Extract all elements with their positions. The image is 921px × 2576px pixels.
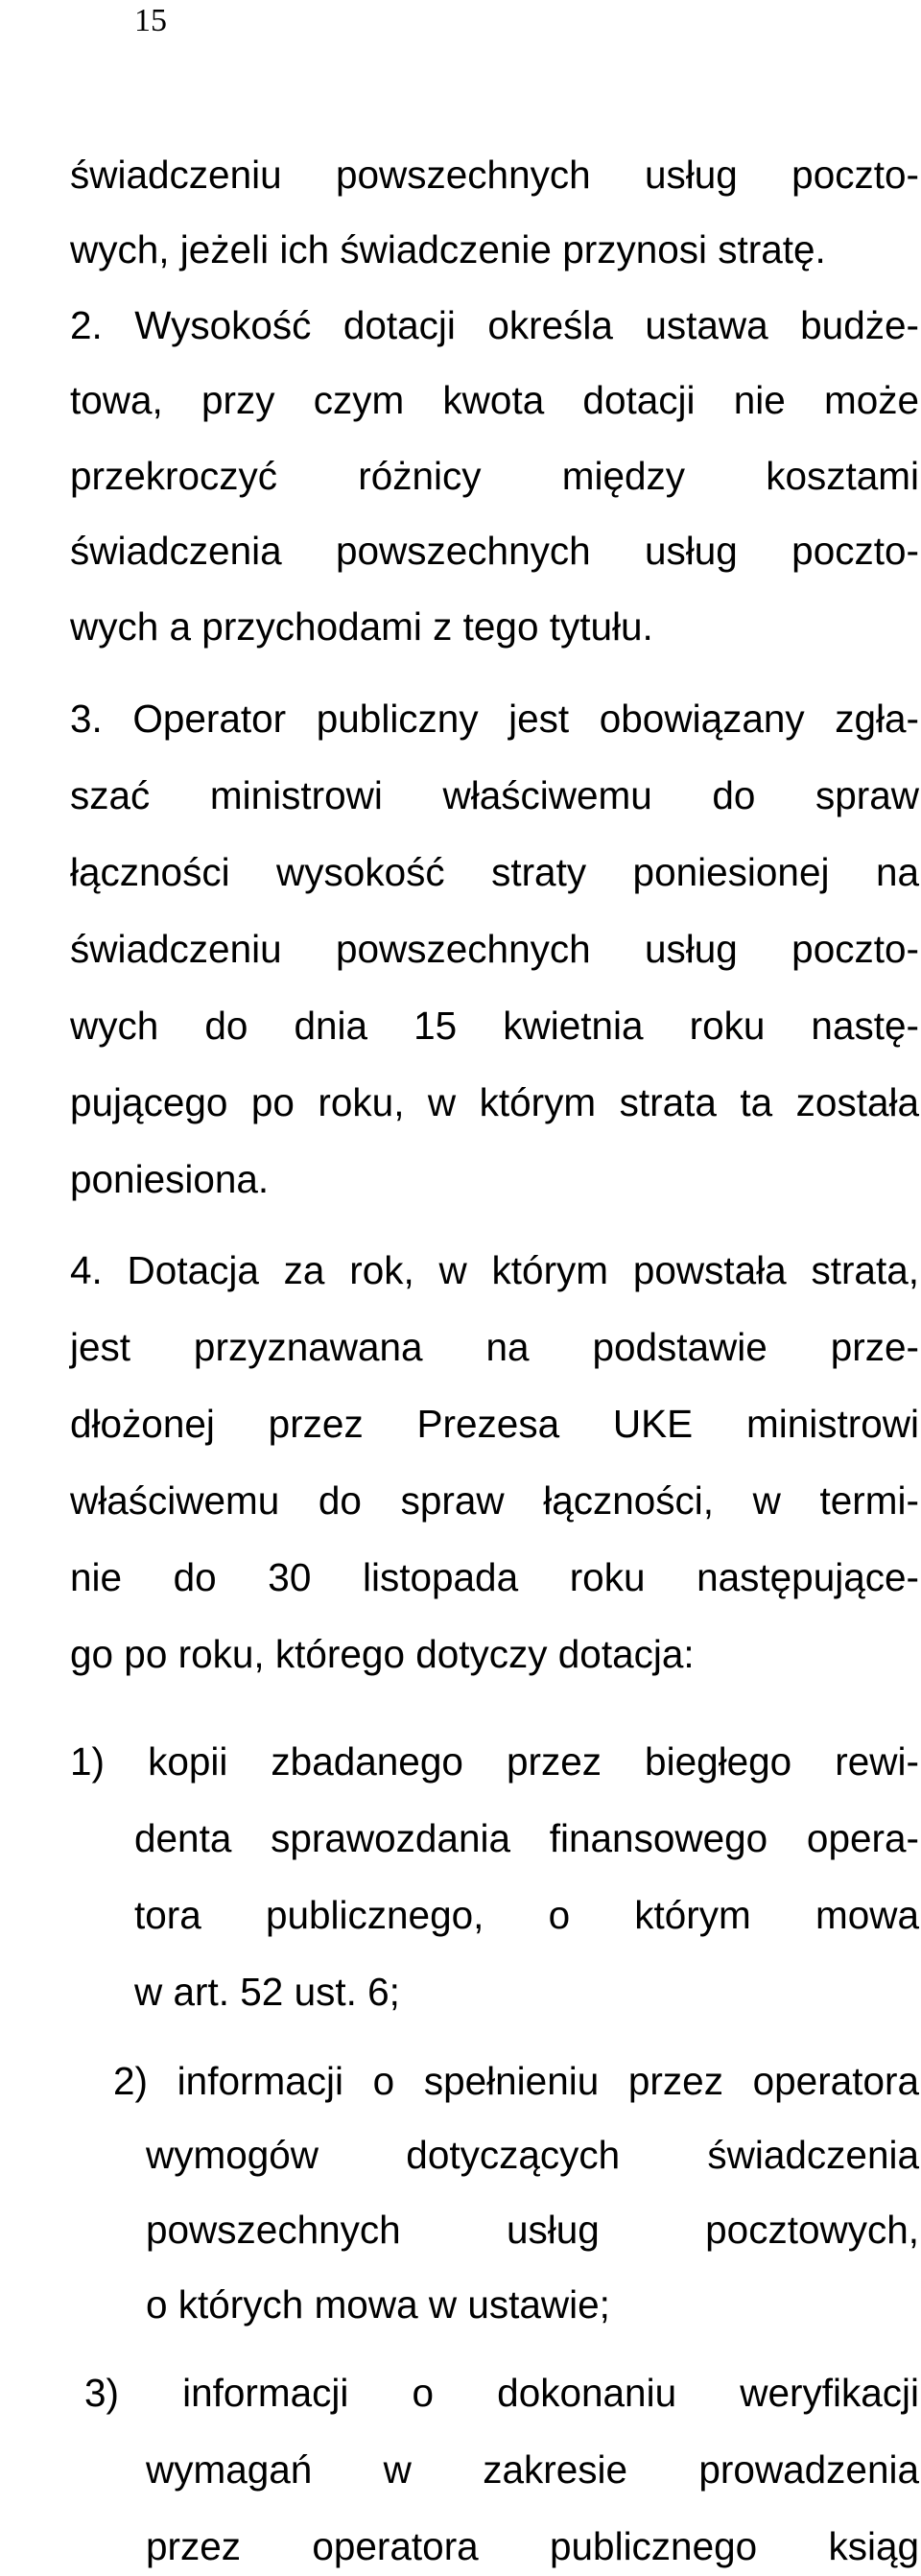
text-line: wych do dnia 15 kwietnia roku nastę- [70, 1004, 919, 1048]
text-line: dłożonej przez Prezesa UKE ministrowi [70, 1402, 919, 1446]
text-line: przekroczyć różnicy między kosztami [70, 454, 919, 498]
page-number: 15 [134, 3, 167, 38]
list-item-line: 3) informacji o dokonaniu weryfikacji [84, 2371, 919, 2415]
text-line: jest przyznawana na podstawie prze- [70, 1325, 919, 1369]
text-line: wych, jeżeli ich świadczenie przynosi stratę. [70, 227, 826, 272]
text-line: go po roku, którego dotyczy dotacja: [70, 1632, 695, 1676]
list-item-line: wymogów dotyczących świadczenia [146, 2133, 919, 2177]
text-line: świadczenia powszechnych usług poczto- [70, 529, 919, 573]
text-line: świadczeniu powszechnych usług poczto- [70, 927, 919, 971]
list-item-line: przez operatora publicznego ksiąg [146, 2524, 919, 2568]
text-line: 2. Wysokość dotacji określa ustawa budże- [70, 303, 919, 347]
text-line: poniesiona. [70, 1157, 270, 1201]
text-line: 3. Operator publiczny jest obowiązany zgła- [70, 697, 919, 741]
text-line: nie do 30 listopada roku następujące- [70, 1555, 919, 1599]
list-item-line: wymagań w zakresie prowadzenia [146, 2447, 919, 2492]
text-line: łączności wysokość straty poniesionej na [70, 850, 919, 894]
list-item-line: denta sprawozdania finansowego opera- [134, 1816, 919, 1860]
text-line: towa, przy czym kwota dotacji nie może [70, 378, 919, 422]
text-line: świadczeniu powszechnych usług poczto- [70, 153, 919, 197]
text-line: 4. Dotacja za rok, w którym powstała strata, [70, 1248, 919, 1292]
text-line: właściwemu do spraw łączności, w termi- [70, 1478, 919, 1523]
text-line: szać ministrowi właściwemu do spraw [70, 773, 919, 817]
text-line: wych a przychodami z tego tytułu. [70, 604, 653, 649]
list-item-line: 2) informacji o spełnieniu przez operatora [113, 2059, 919, 2103]
list-item-line: powszechnych usług pocztowych, [146, 2208, 919, 2252]
list-item-line: tora publicznego, o którym mowa [134, 1893, 919, 1937]
text-line: pującego po roku, w którym strata ta została [70, 1080, 919, 1124]
list-item-line: o których mowa w ustawie; [146, 2282, 610, 2327]
list-item-line: 1) kopii zbadanego przez biegłego rewi- [70, 1739, 919, 1784]
list-item-line: w art. 52 ust. 6; [134, 1970, 400, 2014]
